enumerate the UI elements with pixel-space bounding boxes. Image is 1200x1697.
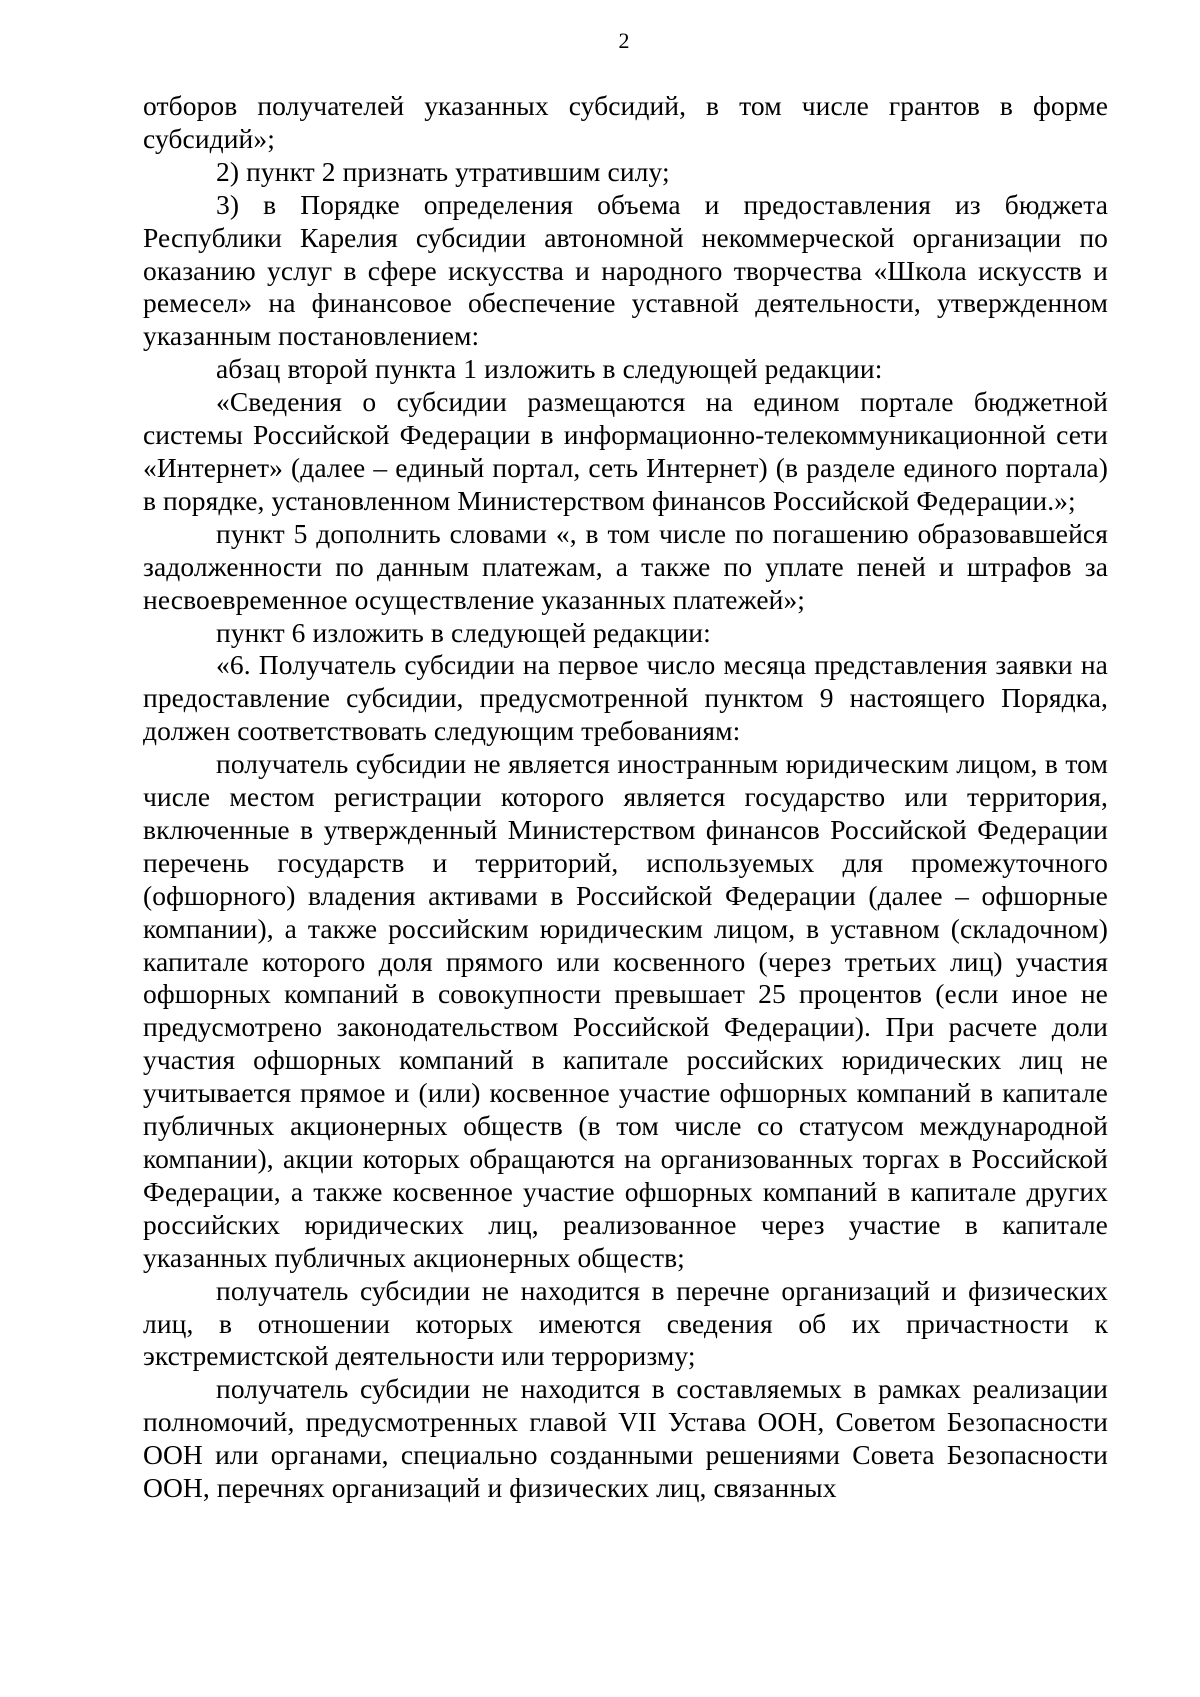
paragraph-punkt-5: пункт 5 дополнить словами «, в том числе по погашению образовавшейся задолженности по данным платежам, а также по уплате пеней и штрафов за несвоевременное осуществление указанных платежей»; xyxy=(143,517,1108,615)
paragraph-item-3: 3) в Порядке определения объема и предоставления из бюджета Республики Карелия субсидии автономной некоммерческой организации по оказанию услуг в сфере искусства и народного творчества «Школа искусств и ремесел» на финансовое обеспечение уставной деятельности, утвержденном указанным постановлением: xyxy=(143,188,1108,352)
paragraph-continuation: отборов получателей указанных субсидий, в том числе грантов в форме субсидий»; xyxy=(143,90,1108,154)
page-number: 2 xyxy=(618,28,630,53)
paragraph-punkt-6-text: «6. Получатель субсидии на первое число месяца представления заявки на предоставление субсидии, предусмотренной пунктом 9 настоящего Порядка, должен соответствовать следующим требованиям: xyxy=(143,649,1108,747)
document-body xyxy=(143,90,1108,1505)
paragraph-quote-svedeniya: «Сведения о субсидии размещаются на едином портале бюджетной системы Российской Федерации в информационно-телекоммуникационной сети «Интернет» (далее – единый портал, сеть Интернет) (в разделе единого портала) в порядке, установленном Министерством финансов Российской Федерации.»; xyxy=(143,386,1108,516)
paragraph-abzac-1: абзац второй пункта 1 изложить в следующей редакции: xyxy=(216,353,883,385)
paragraph-requirement-offshore: получатель субсидии не является иностранным юридическим лицом, в том числе местом регистрации которого является государство или территория, включенные в утвержденный Министерством финансов Российской Федерации перечень государств и территорий, используемых для промежуточного (офшорного) владения активами в Российской Федерации (далее – офшорные компании), а также российским юридическим лицом, в уставном (складочном) капитале которого доля прямого или косвенного (через третьих лиц) участия офшорных компаний в совокупности превышает 25 процентов (если иное не предусмотрено законодательством Российской Федерации). При расчете доли участия офшорных компаний в капитале российских юридических лиц не учитывается прямое и (или) косвенное участие офшорных компаний в капитале публичных акционерных обществ (в том числе со статусом международной компании), акции которых обращаются на организованных торгах в Российской Федерации, а также косвенное участие офшорных компаний в капитале других российских юридических лиц, реализованное через участие в капитале указанных публичных акционерных обществ; xyxy=(143,748,1108,1273)
paragraph-item-2: 2) пункт 2 признать утратившим силу; xyxy=(216,155,670,187)
paragraph-requirement-extremism: получатель субсидии не находится в перечне организаций и физических лиц, в отношении которых имеются сведения об их причастности к экстремистской деятельности или терроризму; xyxy=(143,1274,1108,1372)
paragraph-requirement-un: получатель субсидии не находится в составляемых в рамках реализации полномочий, предусмотренных главой VII Устава ООН, Советом Безопасности ООН или органами, специально созданными решениями Совета Безопасности ООН, перечнях организаций и физических лиц, связанных xyxy=(143,1373,1108,1504)
paragraph-punkt-6-intro: пункт 6 изложить в следующей редакции: xyxy=(216,616,711,648)
